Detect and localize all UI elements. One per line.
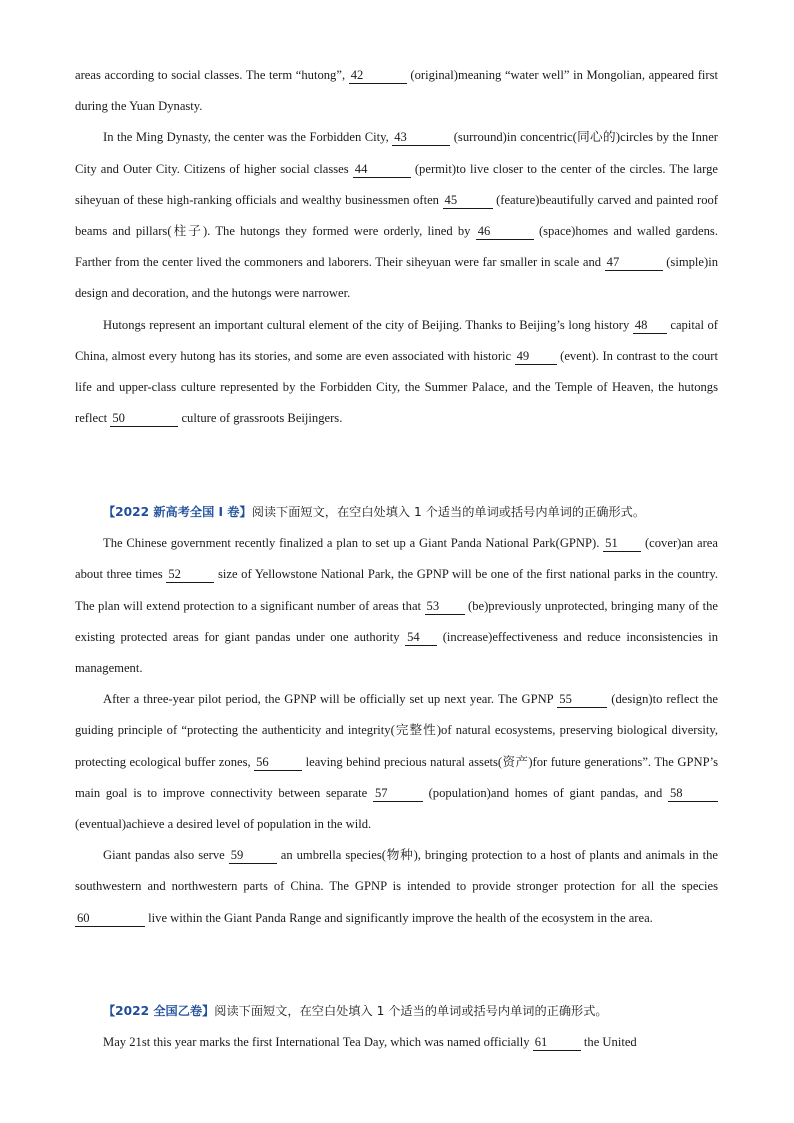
blank-44[interactable]: 44 [353, 162, 411, 178]
text-run: live within the Giant Panda Range and significantly improve the health of the ecosystem in the area. [145, 910, 653, 925]
exam-source-label: 【2022 全国乙卷】 [103, 1004, 215, 1018]
paragraph-tea-day [75, 1027, 718, 1058]
text-run: (space)homes and walled gardens. Farther from the center lived the commoners and laborers. Their siheyuan were far smaller in scale and [75, 224, 718, 270]
blank-59[interactable]: 59 [229, 848, 277, 864]
blank-48[interactable]: 48 [633, 318, 667, 334]
passage-hutongs [75, 60, 718, 434]
blank-42[interactable]: 42 [349, 68, 407, 84]
text-run: (cover)an area about three times [75, 536, 718, 582]
text-run: an umbrella species(物种), bringing protection to a host of plants and animals in the southwestern and northwestern parts of China. The GPNP is intended to provide stronger protection for all the species [75, 848, 718, 894]
blank-56[interactable]: 56 [254, 755, 302, 771]
instruction-text: 阅读下面短文，在空白处填入 1 个适当的单词或括号内单词的正确形式。 [251, 505, 646, 519]
blank-45[interactable]: 45 [443, 193, 493, 209]
text-run: the United [580, 1035, 637, 1050]
blank-57[interactable]: 57 [373, 786, 423, 802]
text-run: (design)to reflect the guiding principle of “protecting the authenticity and integrity(完整性)of natural ecosystems, preserving biological diversity, protecting ecological buffer zones, [75, 692, 718, 769]
paragraph-gpnp-plan [75, 528, 718, 684]
text-run: (event). In contrast to the court life and upper-class culture represented by the Forbidden City, the Summer Palace, and the Temple of Heaven, the hutongs reflect [75, 348, 718, 426]
blank-53[interactable]: 53 [425, 599, 465, 615]
section-heading [75, 996, 718, 1027]
section-heading [75, 497, 718, 528]
blank-58[interactable]: 58 [668, 786, 718, 802]
text-run: (increase)effectiveness and reduce inconsistencies in management. [75, 629, 718, 676]
passage-tea-day [75, 996, 718, 1058]
paragraph-gpnp-pilot [75, 684, 718, 840]
blank-54[interactable]: 54 [405, 630, 437, 646]
text-run: capital of China, almost every hutong has its stories, and some are even associated with historic [75, 317, 718, 363]
blank-49[interactable]: 49 [515, 349, 557, 365]
blank-50[interactable]: 50 [110, 411, 178, 427]
paragraph-ming-dynasty [75, 122, 718, 309]
text-run: (original)meaning “water well” in Mongolian, appeared first during the Yuan Dynasty. [75, 68, 718, 114]
instruction-text: 阅读下面短文，在空白处填入 1 个适当的单词或括号内单词的正确形式。 [214, 1004, 608, 1018]
text-run: May 21st this year marks the first International Tea Day, which was named officially [103, 1035, 533, 1050]
text-run: (permit)to live closer to the center of the circles. The large siheyuan of these high-ranking officials and wealthy businessmen often [75, 161, 718, 207]
text-run: (eventual)achieve a desired level of population in the wild. [75, 817, 372, 832]
text-run: (surround)in concentric(同心的)circles by the Inner City and Outer City. Citizens of higher social classes [75, 130, 718, 176]
text-run: (population)and homes of giant pandas, and [422, 785, 668, 800]
text-run: The Chinese government recently finalized a plan to set up a Giant Panda National Park(GPNP). [103, 536, 604, 551]
text-run: culture of grassroots Beijingers. [178, 411, 343, 426]
paragraph-umbrella-species [75, 840, 718, 934]
text-run: areas according to social classes. The term “hutong”, [75, 68, 349, 82]
blank-60[interactable]: 60 [75, 911, 145, 927]
paragraph-hutong-culture [75, 310, 718, 435]
blank-55[interactable]: 55 [557, 692, 607, 708]
blank-61[interactable]: 61 [533, 1035, 581, 1051]
passage-giant-panda [75, 497, 718, 934]
text-run: leaving behind precious natural assets(资产)for future generations”. The GPNP’s main goal is to improve connectivity between separate [75, 754, 718, 800]
blank-47[interactable]: 47 [605, 255, 663, 271]
exam-source-label: 【2022 新高考全国 I 卷】 [103, 505, 252, 519]
text-run: (be)previously unprotected, bringing many of the existing protected areas for giant pandas under one authority [75, 598, 718, 644]
blank-52[interactable]: 52 [166, 567, 214, 583]
text-run: In the Ming Dynasty, the center was the Forbidden City, [103, 130, 393, 145]
text-run: After a three-year pilot period, the GPNP will be officially set up next year. The GPNP [103, 692, 558, 707]
paragraph-hutong-term [75, 60, 718, 122]
blank-46[interactable]: 46 [476, 224, 534, 240]
text-run: (simple)in design and decoration, and the hutongs were narrower. [75, 255, 718, 301]
text-run: size of Yellowstone National Park, the GPNP will be one of the first national parks in the country. The plan will extend protection to a significant number of areas that [75, 567, 718, 613]
text-run: Hutongs represent an important cultural element of the city of Beijing. Thanks to Beijing’s long history [103, 317, 633, 332]
text-run: Giant pandas also serve [103, 848, 229, 863]
blank-51[interactable]: 51 [603, 536, 641, 552]
blank-43[interactable]: 43 [392, 130, 450, 146]
text-run: (feature)beautifully carved and painted roof beams and pillars(柱子). The hutongs they formed were orderly, lined by [75, 192, 718, 239]
